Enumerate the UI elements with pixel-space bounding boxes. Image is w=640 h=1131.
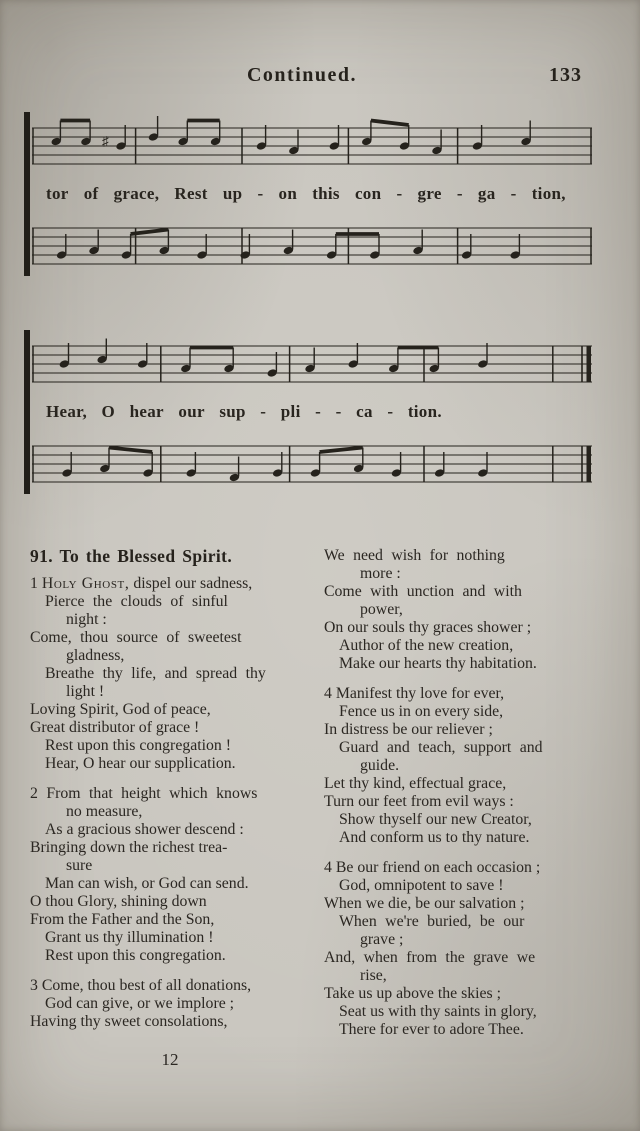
hymn-line: night :	[66, 611, 107, 628]
lyric-syllable: of	[83, 184, 99, 203]
staff-lower-1	[32, 212, 592, 276]
hymn-line: As a gracious shower descend :	[45, 821, 244, 838]
hymn-line: Grant us thy illumination !	[45, 929, 214, 946]
hymn-line: Come, thou source of sweetest	[30, 629, 242, 646]
lyric-syllable: Hear,	[46, 402, 88, 421]
lyric-syllable: Rest	[174, 184, 208, 203]
hymn-line: rise,	[360, 967, 387, 984]
lyric-syllable: -	[335, 402, 342, 421]
staff-notation	[32, 430, 592, 494]
hymn-line: Pierce the clouds of sinful	[45, 593, 228, 610]
lyric-syllable: gre	[417, 184, 442, 203]
hymn-line: We need wish for nothing	[324, 547, 505, 564]
hymn-line: And, when from the grave we	[324, 949, 536, 966]
hymn-line: Fence us in on every side,	[339, 703, 504, 720]
hymn-line: Turn our feet from evil ways :	[324, 793, 514, 810]
hymn-line: Take us up above the skies ;	[324, 985, 502, 1002]
music-system-1	[24, 112, 592, 276]
staff-upper-2	[32, 330, 592, 394]
hymn-line: no measure,	[66, 803, 143, 820]
hymn-line: Seat us with thy saints in glory,	[339, 1003, 537, 1020]
lyric-syllable: -	[257, 184, 264, 203]
hymn-line: sure	[66, 857, 93, 874]
lyric-syllable: -	[387, 402, 394, 421]
staff-notation	[32, 112, 592, 176]
hymn-line: Make our hearts thy habitation.	[339, 655, 537, 672]
lyrics-line-1	[32, 176, 592, 212]
hymn-column-left	[30, 546, 310, 1043]
lyric-syllable: ga	[477, 184, 496, 203]
hymn-line: Guard and teach, support and	[339, 739, 543, 756]
lyric-syllable: -	[510, 184, 517, 203]
hymn-line: God can give, or we implore ;	[45, 995, 235, 1012]
hymn-line: more :	[360, 565, 401, 582]
hymn-line: Come with unction and with	[324, 583, 522, 600]
verse-block	[324, 547, 612, 673]
music-system-2	[24, 330, 592, 494]
lyric-syllable: -	[315, 402, 322, 421]
hymn-line: Having thy sweet consolations,	[30, 1013, 228, 1030]
hymn-line: Great distributor of grace !	[30, 719, 200, 736]
hymn-line: Author of the new creation,	[339, 637, 514, 654]
hymn-line: Breathe thy life, and spread thy	[45, 665, 266, 682]
footer-signature: 12	[161, 1050, 179, 1069]
svg-text:♯: ♯	[102, 133, 109, 149]
hymn-line: power,	[360, 601, 403, 618]
lyrics-line-2	[32, 394, 592, 430]
hymn-line: 4 Be our friend on each occasion ;	[324, 859, 541, 876]
lyric-syllable: -	[396, 184, 403, 203]
hymn-line: In distress be our reliever ;	[324, 721, 493, 738]
verse-number: 1	[30, 575, 42, 592]
hymn-line: Rest upon this congregation !	[45, 737, 232, 754]
hymn-line: gladness,	[66, 647, 125, 664]
verse-block	[30, 785, 310, 965]
page-header	[0, 64, 640, 90]
lyric-syllable: ca	[356, 402, 373, 421]
staff-notation	[32, 330, 592, 394]
hymn-line: guide.	[360, 757, 400, 774]
hymn-line: 2 From that height which knows	[30, 785, 258, 802]
hymn-line: Man can wish, or God can send.	[45, 875, 249, 892]
hymn-line: grave ;	[360, 931, 404, 948]
lyric-syllable: tion,	[531, 184, 566, 203]
hymn-line: Show thyself our new Creator,	[339, 811, 532, 828]
hymn-line: When we're buried, be our	[339, 913, 525, 930]
lyric-syllable: hear	[129, 402, 164, 421]
lyric-syllable: our	[178, 402, 205, 421]
lyric-syllable: tor	[46, 184, 69, 203]
lyric-syllable: -	[260, 402, 267, 421]
small-caps-text: Holy Ghost,	[41, 575, 130, 592]
lyric-syllable: con	[354, 184, 382, 203]
hymn-column-right	[324, 547, 612, 1051]
lyric-syllable: sup	[219, 402, 246, 421]
hymn-title: 91. To the Blessed Spirit.	[30, 546, 233, 566]
hymn-line: O thou Glory, shining down	[30, 893, 207, 910]
lyric-syllable: pli	[280, 402, 301, 421]
lyric-syllable: on	[278, 184, 298, 203]
hymn-line: Loving Spirit, God of peace,	[30, 701, 211, 718]
hymn-line: There for ever to adore Thee.	[339, 1021, 524, 1038]
hymn-line: On our souls thy graces shower ;	[324, 619, 532, 636]
hymn-line: God, omnipotent to save !	[339, 877, 504, 894]
lyric-syllable: -	[456, 184, 463, 203]
hymn-line: Rest upon this congregation.	[45, 947, 226, 964]
hymn-line	[30, 575, 310, 593]
verse-block	[30, 977, 310, 1031]
hymn-line: When we die, be our salvation ;	[324, 895, 525, 912]
page-number: 133	[549, 64, 582, 86]
hymn-line: From the Father and the Son,	[30, 911, 215, 928]
hymn-section	[30, 546, 612, 1066]
hymn-line: light !	[66, 683, 105, 700]
hymn-line: 3 Come, thou best of all donations,	[30, 977, 252, 994]
staff-upper-1	[32, 112, 592, 176]
hymn-line: And conform us to thy nature.	[339, 829, 530, 846]
lyric-syllable: up	[222, 184, 243, 203]
staff-notation	[32, 212, 592, 276]
verse-block	[324, 685, 612, 847]
hymn-line: Let thy kind, effectual grace,	[324, 775, 507, 792]
verse-block	[30, 575, 310, 773]
lyric-syllable: tion.	[407, 402, 442, 421]
lyric-syllable: O	[101, 402, 116, 421]
verse-block	[324, 859, 612, 1039]
lyric-syllable: this	[312, 184, 340, 203]
line-text: dispel our sadness,	[129, 575, 253, 592]
lyric-syllable: grace,	[113, 184, 160, 203]
hymn-line: Bringing down the richest trea-	[30, 839, 228, 856]
staff-lower-2	[32, 430, 592, 494]
hymn-line: Hear, O hear our supplication.	[45, 755, 236, 772]
hymn-left-verses	[30, 575, 310, 1031]
header-title: Continued.	[246, 64, 358, 86]
hymn-line: 4 Manifest thy love for ever,	[324, 685, 505, 702]
